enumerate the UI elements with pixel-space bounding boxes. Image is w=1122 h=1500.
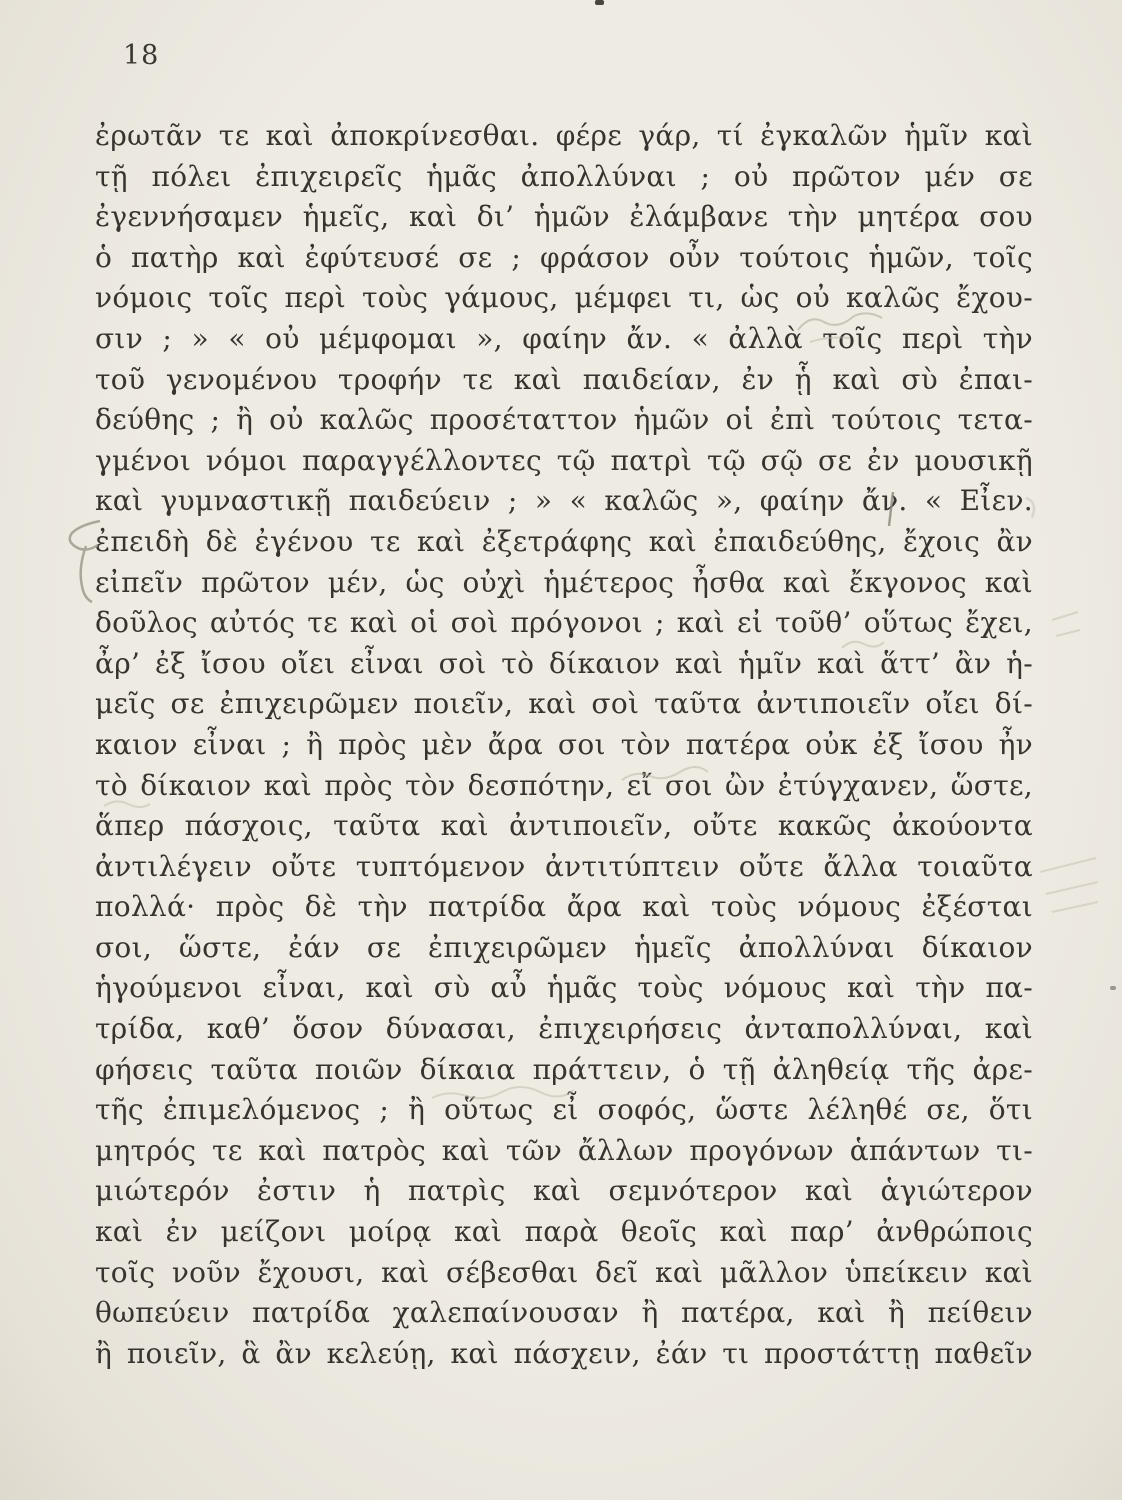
text-line: σιν ; » « οὐ μέμφομαι », φαίην ἄν. « ἀλλὰ τοῖς περὶ τὴν [95,321,1033,355]
text-line: ἅπερ πάσχοις, ταῦτα καὶ ἀντιποιεῖν, οὔτε κακῶς ἀκούοντα [95,809,1033,843]
pencil-scribble [1040,858,1098,912]
text-line: νόμοις τοῖς περὶ τοὺς γάμους, μέμφει τι, ὡς οὐ καλῶς ἔχου- [95,281,1033,315]
text-line: τοῖς νοῦν ἔχουσι, καὶ σέβεσθαι δεῖ καὶ μᾶλλον ὑπείκειν καὶ [95,1255,1033,1289]
text-line: εἰπεῖν πρῶτον μέν, ὡς οὐχὶ ἡμέτερος ἦσθα καὶ ἔκγονος καὶ [95,565,1033,599]
text-line: τῇ πόλει ἐπιχειρεῖς ἡμᾶς ἀπολλύναι ; οὐ πρῶτον μέν σε [95,159,1033,193]
text-line: ἐπειδὴ δὲ ἐγένου τε καὶ ἐξετράφης καὶ ἐπαιδεύθης, ἔχοις ἂν [95,524,1033,558]
text-line: τοῦ γενομένου τροφήν τε καὶ παιδείαν, ἐν ᾗ καὶ σὺ ἐπαι- [95,362,1033,396]
text-line: δοῦλος αὐτός τε καὶ οἱ σοὶ πρόγονοι ; καὶ εἰ τοῦθ’ οὕτως ἔχει, [95,606,1033,640]
text-line: ἐγεννήσαμεν ἡμεῖς, καὶ δι’ ἡμῶν ἐλάμβανε τὴν μητέρα σου [95,200,1033,234]
text-line: τῆς ἐπιμελόμενος ; ἢ οὕτως εἶ σοφός, ὥστε λέληθέ σε, ὅτι [95,1093,1033,1127]
text-line: καὶ γυμναστικῇ παιδεύειν ; » « καλῶς », φαίην ἄν. « Εἶεν. [95,484,1033,518]
text-line: θωπεύειν πατρίδα χαλεπαίνουσαν ἢ πατέρα, καὶ ἢ πείθειν [95,1296,1033,1330]
text-line: ἡγούμενοι εἶναι, καὶ σὺ αὖ ἡμᾶς τοὺς νόμους καὶ τὴν πα- [95,971,1033,1005]
text-line: καὶ ἐν μείζονι μοίρᾳ καὶ παρὰ θεοῖς καὶ παρ’ ἀνθρώποις [95,1215,1033,1249]
text-line: ὁ πατὴρ καὶ ἐφύτευσέ σε ; φράσον οὖν τούτοις ἡμῶν, τοῖς [95,240,1033,274]
text-line: γμένοι νόμοι παραγγέλλοντες τῷ πατρὶ τῷ σῷ σε ἐν μουσικῇ [95,443,1033,477]
text-line: μιώτερόν ἐστιν ἡ πατρὶς καὶ σεμνότερον καὶ ἁγιώτερον [95,1174,1033,1208]
scan-speck [1110,986,1116,990]
text-line: μητρός τε καὶ πατρὸς καὶ τῶν ἄλλων προγόνων ἁπάντων τι- [95,1133,1033,1167]
text-line: σοι, ὥστε, ἐάν σε ἐπιχειρῶμεν ἡμεῖς ἀπολλύναι δίκαιον [95,930,1033,964]
text-line: πολλά· πρὸς δὲ τὴν πατρίδα ἄρα καὶ τοὺς νόμους ἐξέσται [95,890,1033,924]
text-line: τὸ δίκαιον καὶ πρὸς τὸν δεσπότην, εἴ σοι ὢν ἐτύγχανεν, ὥστε, [95,768,1033,802]
text-line: δεύθης ; ἢ οὐ καλῶς προσέταττον ἡμῶν οἱ ἐπὶ τούτοις τετα- [95,403,1033,437]
body-text [95,116,1033,1374]
text-line: τρίδα, καθ’ ὅσον δύνασαι, ἐπιχειρήσεις ἀνταπολλύναι, καὶ [95,1012,1033,1046]
page-number: 18 [123,40,160,71]
text-line: ἢ ποιεῖν, ἃ ἂν κελεύῃ, καὶ πάσχειν, ἐάν τι προστάττῃ παθεῖν [95,1336,1033,1370]
scan-speck [595,0,604,5]
text-line: μεῖς σε ἐπιχειρῶμεν ποιεῖν, καὶ σοὶ ταῦτα ἀντιποιεῖν οἴει δί- [95,687,1033,721]
text-line: φήσεις ταῦτα ποιῶν δίκαια πράττειν, ὁ τῇ ἀληθείᾳ τῆς ἀρε- [95,1052,1033,1086]
text-line: καιον εἶναι ; ἢ πρὸς μὲν ἄρα σοι τὸν πατέρα οὐκ ἐξ ἴσου ἦν [95,727,1033,761]
text-line: ἐρωτᾶν τε καὶ ἀποκρίνεσθαι. φέρε γάρ, τί ἐγκαλῶν ἡμῖν καὶ [95,119,1033,152]
text-line: ἀντιλέγειν οὔτε τυπτόμενον ἀντιτύπτειν οὔτε ἄλλα τοιαῦτα [95,849,1033,883]
pencil-scribble [1052,612,1080,636]
text-line: ἆρ’ ἐξ ἴσου οἴει εἶναι σοὶ τὸ δίκαιον καὶ ἡμῖν καὶ ἅττ’ ἂν ἡ- [95,646,1033,680]
